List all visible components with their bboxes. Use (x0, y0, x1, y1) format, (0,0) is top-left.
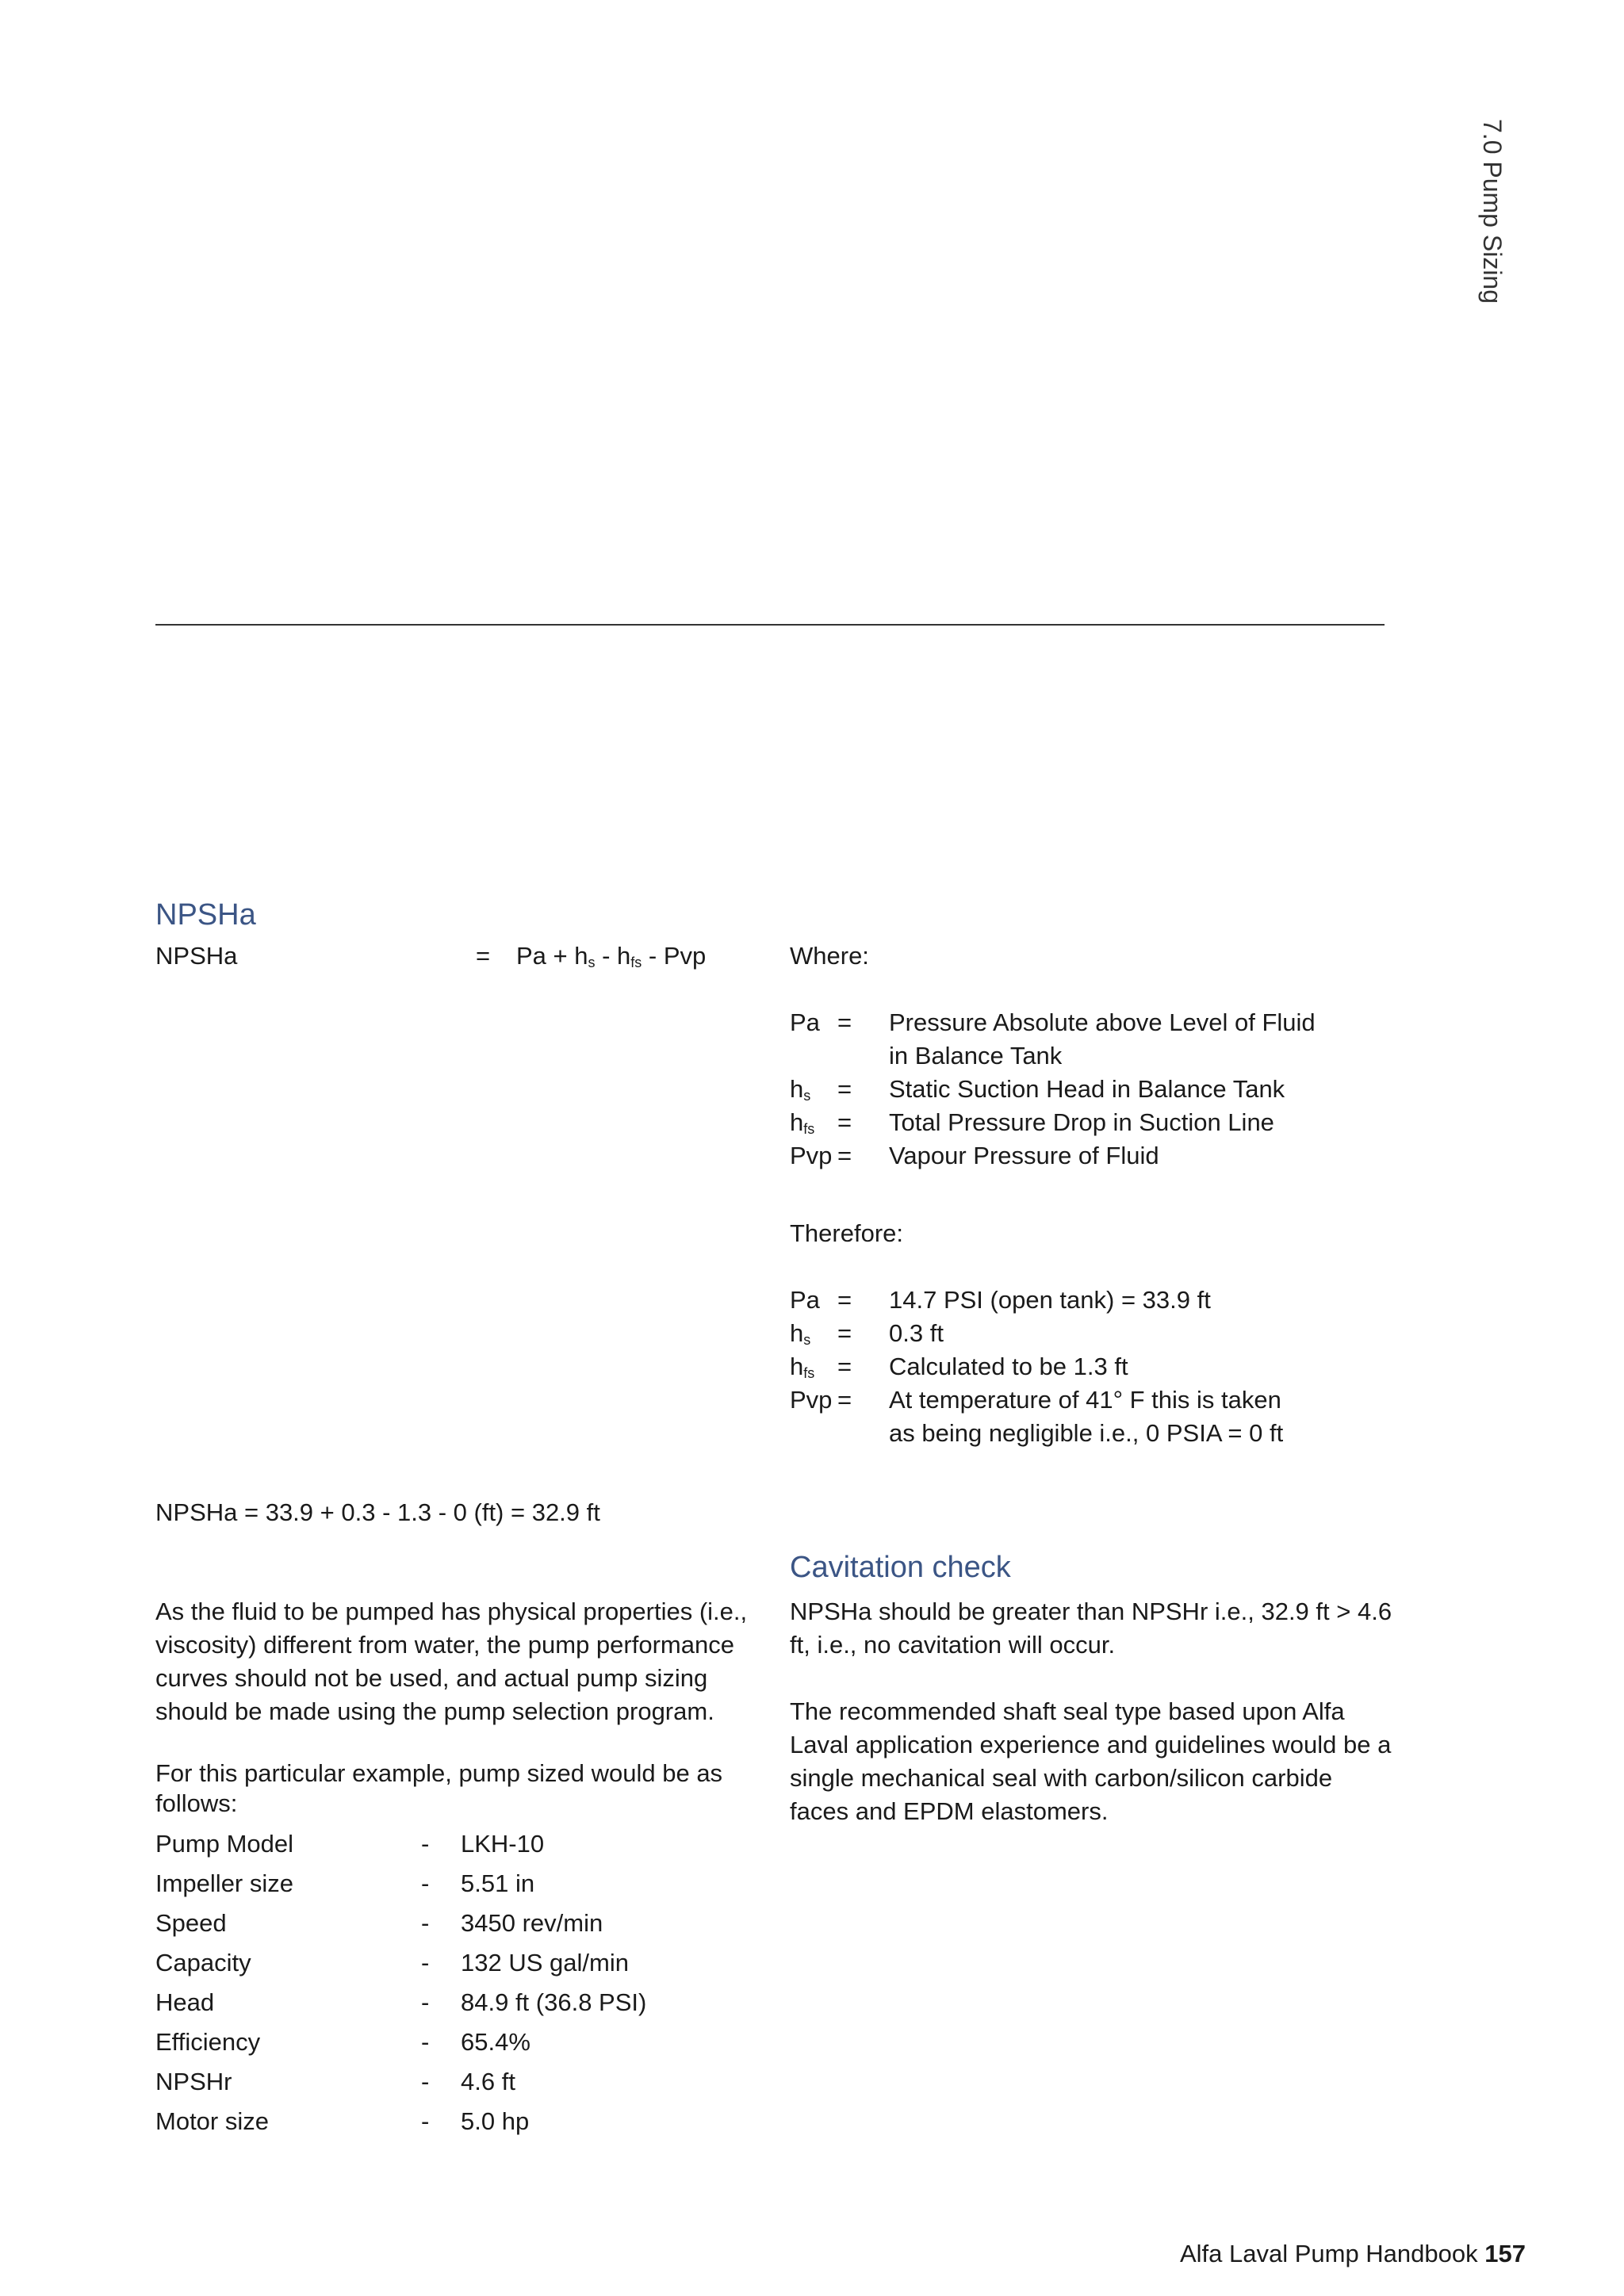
where-def-hfs (790, 1106, 1392, 1139)
def-equals: = (837, 1108, 852, 1136)
spec-value: 4.6 ft (461, 2068, 515, 2095)
def-value: 14.7 PSI (open tank) = 33.9 ft (889, 1286, 1211, 1314)
therefore-def-hfs (790, 1350, 1392, 1383)
spec-dash: - (421, 1830, 430, 1858)
spec-dash: - (421, 2068, 430, 2095)
def-key: Pa (790, 1286, 820, 1314)
spec-dash: - (421, 1949, 430, 1976)
npsha-heading: NPSHa (155, 898, 256, 932)
footer-text: Alfa Laval Pump Handbook (1179, 2240, 1478, 2267)
spec-label: Efficiency (155, 2028, 261, 2056)
therefore-label: Therefore: (790, 1219, 904, 1247)
where-def-pvp (790, 1139, 1392, 1173)
spec-row (155, 2105, 758, 2138)
formula-equals: = (476, 942, 491, 970)
def-equals: = (837, 1008, 852, 1036)
spec-row (155, 1946, 758, 1980)
def-value: 0.3 ft (889, 1319, 944, 1347)
def-value: At temperature of 41° F this is taken as being negligible i.e., 0 PSIA = 0 ft (889, 1386, 1284, 1447)
fluid-properties-paragraph: As the fluid to be pumped has physical properties (i.e., viscosity) different from water, the pump performance curves should not be used, and actual pump sizing should be made using the pump selection program. (155, 1598, 748, 1725)
spec-value: 5.51 in (461, 1869, 535, 1897)
page-number: 157 (1484, 2240, 1526, 2267)
spec-label: Speed (155, 1909, 227, 1937)
def-equals: = (837, 1319, 852, 1347)
horizontal-divider (155, 624, 1385, 626)
spec-label: Pump Model (155, 1830, 294, 1858)
example-intro: For this particular example, pump sized would be as follows: (155, 1759, 723, 1817)
spec-dash: - (421, 2107, 430, 2135)
formula-expression: $Pa + h_s - h_{fs}$ - Pvp (516, 942, 707, 970)
spec-value: 5.0 hp (461, 2107, 530, 2135)
spec-dash: - (421, 1988, 430, 2016)
def-value: Pressure Absolute above Level of Fluid in Balance Tank (889, 1008, 1316, 1070)
def-equals: = (837, 1386, 852, 1414)
therefore-def-pa (790, 1284, 1392, 1317)
def-value: Vapour Pressure of Fluid (889, 1142, 1159, 1169)
page-footer (1180, 2237, 1526, 2271)
spec-value: LKH-10 (461, 1830, 545, 1858)
def-equals: = (837, 1286, 852, 1314)
spec-row (155, 2026, 758, 2059)
def-key: $h_{fs}$ (790, 1108, 815, 1137)
spec-value: 3450 rev/min (461, 1909, 603, 1937)
spec-row (155, 1907, 758, 1940)
formula-label: NPSHa (155, 942, 238, 970)
spec-dash: - (421, 2028, 430, 2056)
def-key: $h_s$ (790, 1075, 811, 1104)
spec-row (155, 1867, 758, 1900)
spec-label: Motor size (155, 2107, 269, 2135)
spec-row (155, 2065, 758, 2099)
spec-value: 84.9 ft (36.8 PSI) (461, 1988, 647, 2016)
def-key: Pa (790, 1008, 820, 1036)
def-equals: = (837, 1142, 852, 1169)
def-key: Pvp (790, 1142, 833, 1169)
section-tab: 7.0 Pump Sizing (1478, 119, 1507, 304)
where-label: Where: (790, 942, 869, 970)
spec-label: Capacity (155, 1949, 251, 1976)
def-key: $h_{fs}$ (790, 1353, 815, 1381)
seal-recommendation-paragraph: The recommended shaft seal type based upon Alfa Laval application experience and guidelines would be a single mechanical seal with carbon/silicon carbide faces and EPDM elastomers. (790, 1697, 1392, 1825)
def-value: Static Suction Head in Balance Tank (889, 1075, 1285, 1103)
therefore-def-pvp (790, 1383, 1392, 1450)
def-key: $h_s$ (790, 1319, 811, 1348)
cavitation-paragraph: NPSHa should be greater than NPSHr i.e., 32.9 ft > 4.6 ft, i.e., no cavitation will occur. (790, 1598, 1392, 1659)
npsha-result: NPSHa = 33.9 + 0.3 - 1.3 - 0 (ft) = 32.9 ft (155, 1498, 600, 1526)
therefore-def-hs (790, 1317, 1392, 1350)
spec-label: NPSHr (155, 2068, 232, 2095)
where-def-pa (790, 1006, 1392, 1073)
def-equals: = (837, 1353, 852, 1380)
spec-row (155, 1827, 758, 1861)
where-def-hs (790, 1073, 1392, 1106)
spec-dash: - (421, 1869, 430, 1897)
spec-label: Impeller size (155, 1869, 293, 1897)
def-value: Total Pressure Drop in Suction Line (889, 1108, 1274, 1136)
spec-dash: - (421, 1909, 430, 1937)
spec-value: 65.4% (461, 2028, 530, 2056)
cavitation-heading: Cavitation check (790, 1551, 1011, 1584)
def-equals: = (837, 1075, 852, 1103)
spec-value: 132 US gal/min (461, 1949, 629, 1976)
def-key: Pvp (790, 1386, 833, 1414)
spec-row (155, 1986, 758, 2019)
spec-label: Head (155, 1988, 215, 2016)
def-value: Calculated to be 1.3 ft (889, 1353, 1128, 1380)
